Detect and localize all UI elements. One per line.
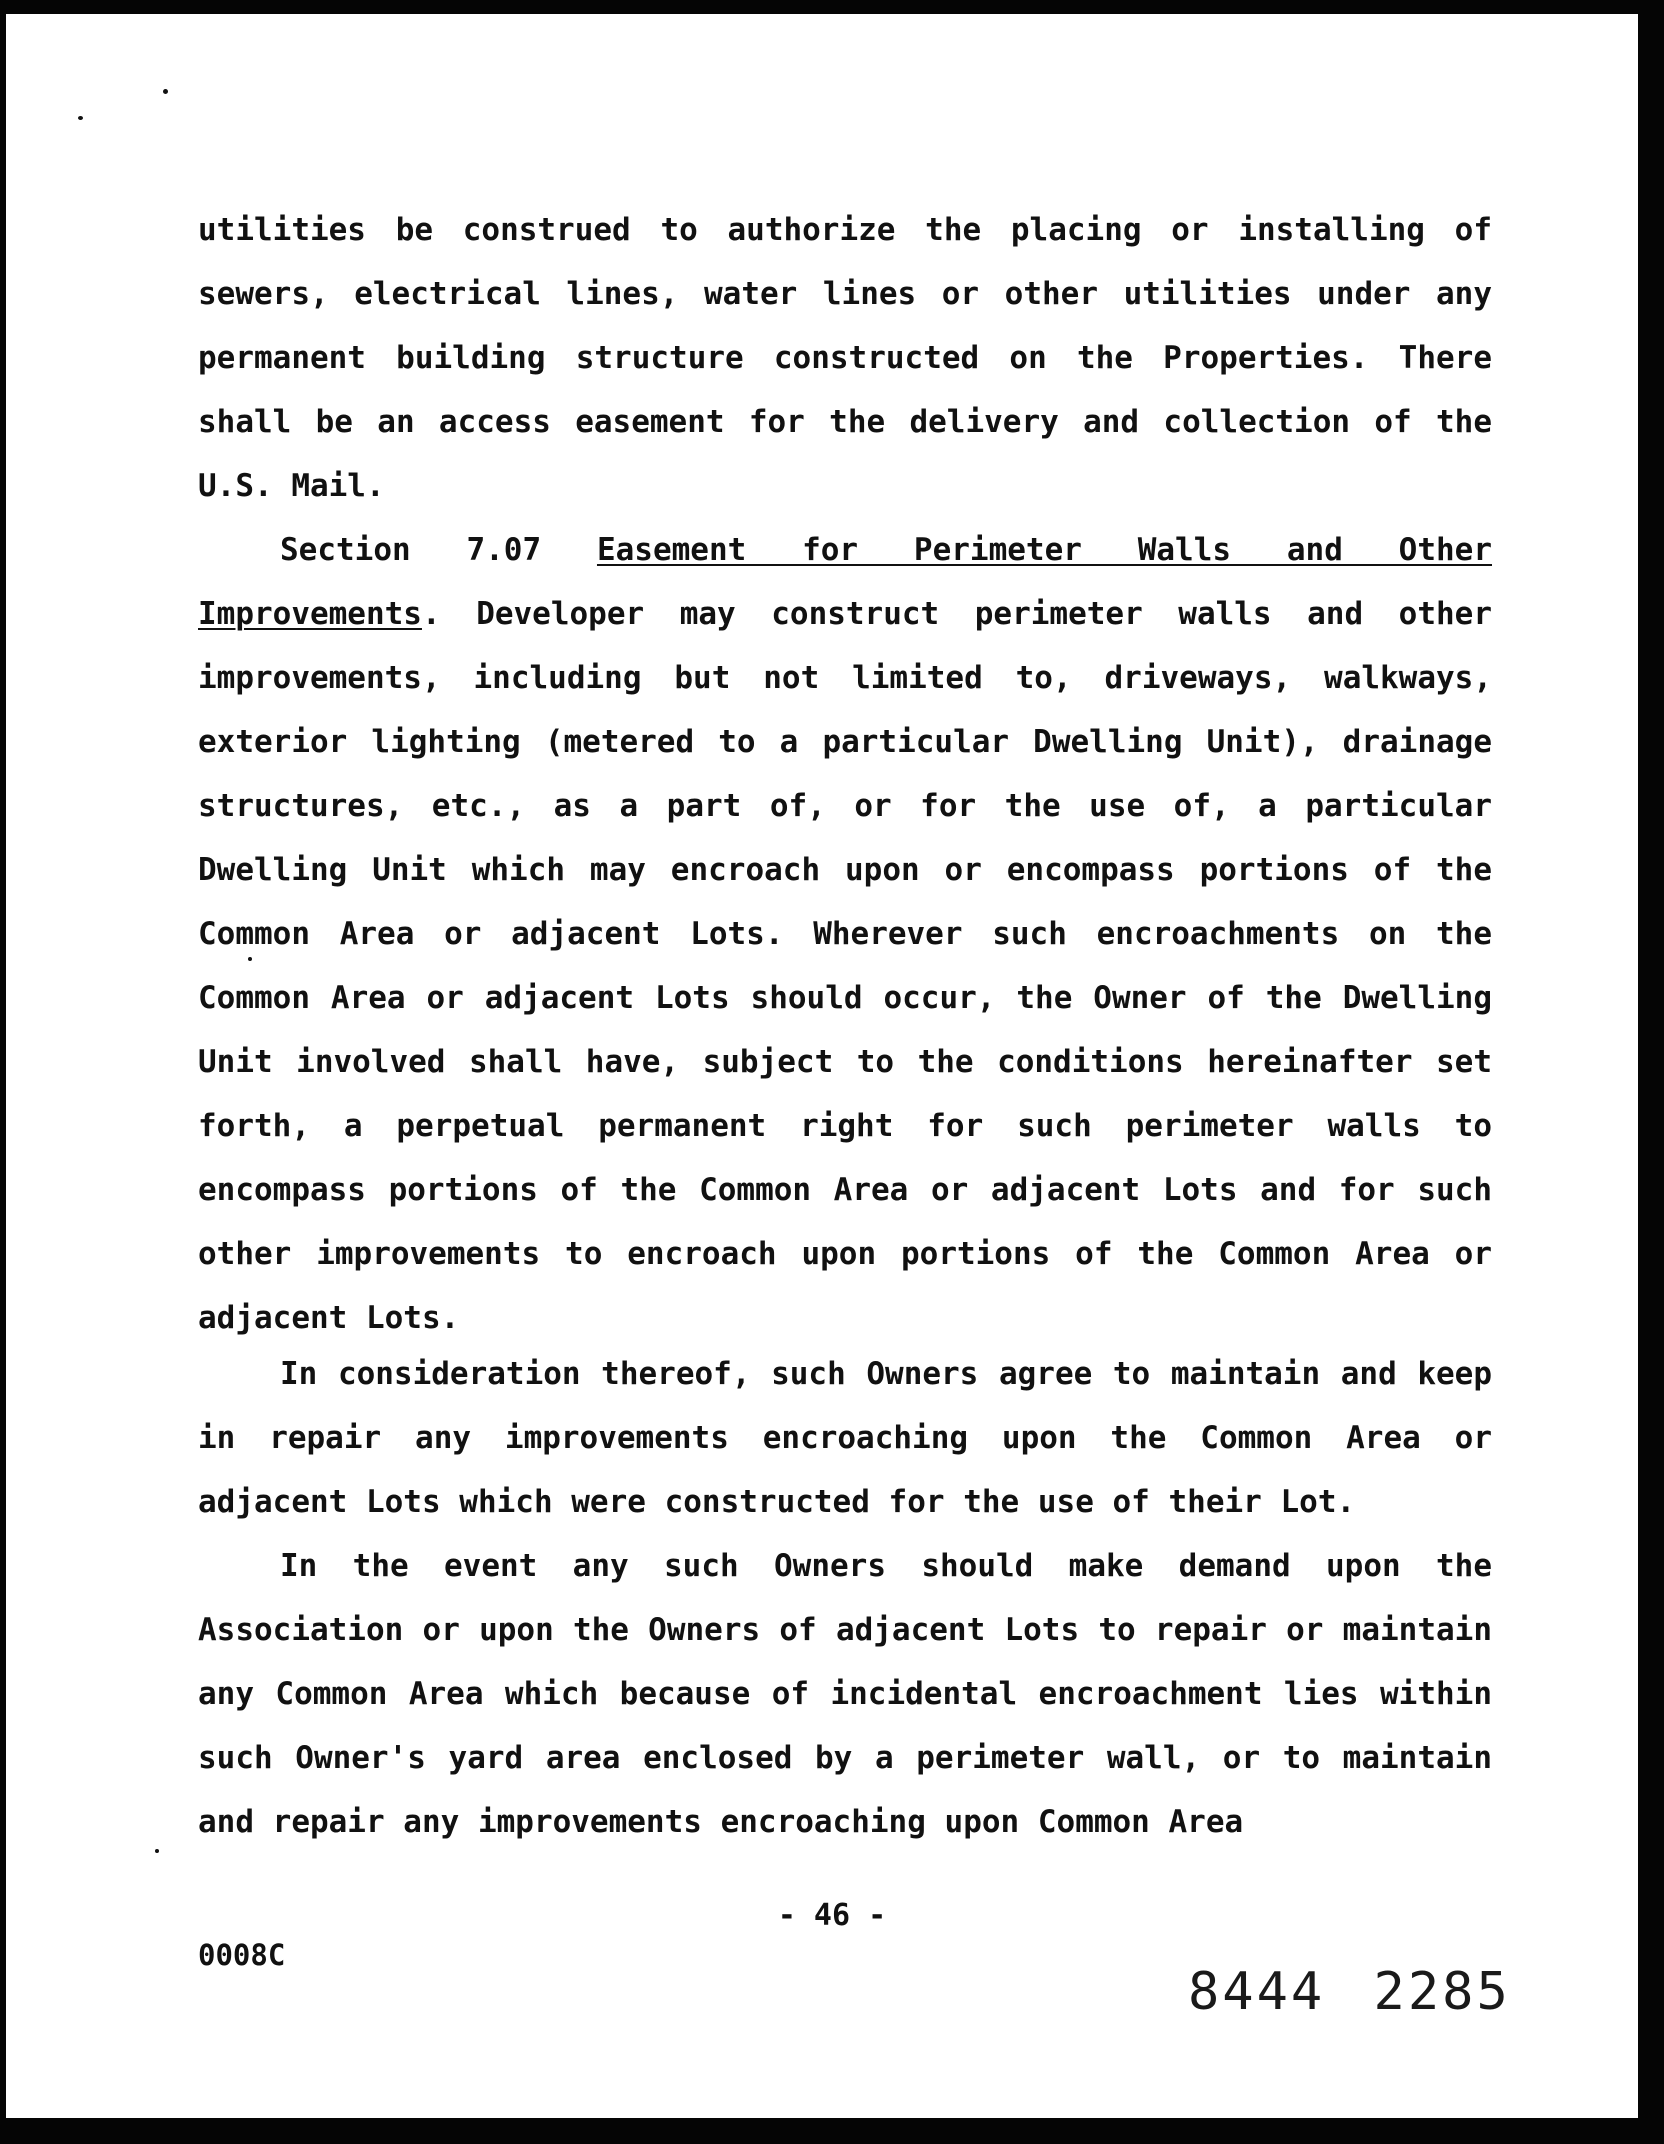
scan-speck: [155, 1849, 159, 1853]
paragraph-consideration: In consideration thereof, such Owners agree to maintain and keep in repair any improvements encroaching upon the Common Area or adjacent Lots which were constructed for the use of their Lot.: [198, 1356, 1492, 1520]
section-number: Section 7.07: [280, 532, 542, 568]
page-number: - 46 -: [777, 1898, 887, 1933]
scan-speck: [78, 116, 83, 120]
paragraph-event: In the event any such Owners should make demand upon the Association or upon the Owners of adjacent Lots to repair or maintain any Common Area which because of incidental encroachment lies within such Owner's yard area enclosed by a perimeter wall, or to maintain and repair any improvements encroaching upon Common Area: [198, 1548, 1492, 1840]
section-7-07-paragraph: [198, 518, 1492, 1350]
bates-stamp-number: 8444 2285: [1188, 1962, 1511, 2022]
paragraph-utilities: utilities be construed to authorize the placing or installing of sewers, electrical lines, water lines or other utilities under any permanent building structure constructed on the Properties. There shall be an access easement for the delivery and collection of the U.S. Mail.: [198, 212, 1492, 504]
section-body: Developer may construct perimeter walls and other improvements, including but not limited to, driveways, walkways, exterior lighting (metered to a particular Dwelling Unit), drainage structures, etc., as a part of, or for the use of, a particular Dwelling Unit which may encroach upon or encompass portions of the Common Area or adjacent Lots. Wherever such encroachments on the Common Area or adjacent Lots should occur, the Owner of the Dwelling Unit involved shall have, subject to the conditions hereinafter set forth, a perpetual permanent right for such perimeter walls to encompass portions of the Common Area or adjacent Lots and for such other improvements to encroach upon portions of the Common Area or adjacent Lots.: [198, 596, 1492, 1336]
document-code: 0008C: [198, 1938, 286, 1972]
section-title-period: .: [421, 596, 441, 632]
section-title: Easement for Perimeter Walls and Other Improvements: [198, 532, 1492, 632]
scan-speck: [163, 89, 168, 94]
